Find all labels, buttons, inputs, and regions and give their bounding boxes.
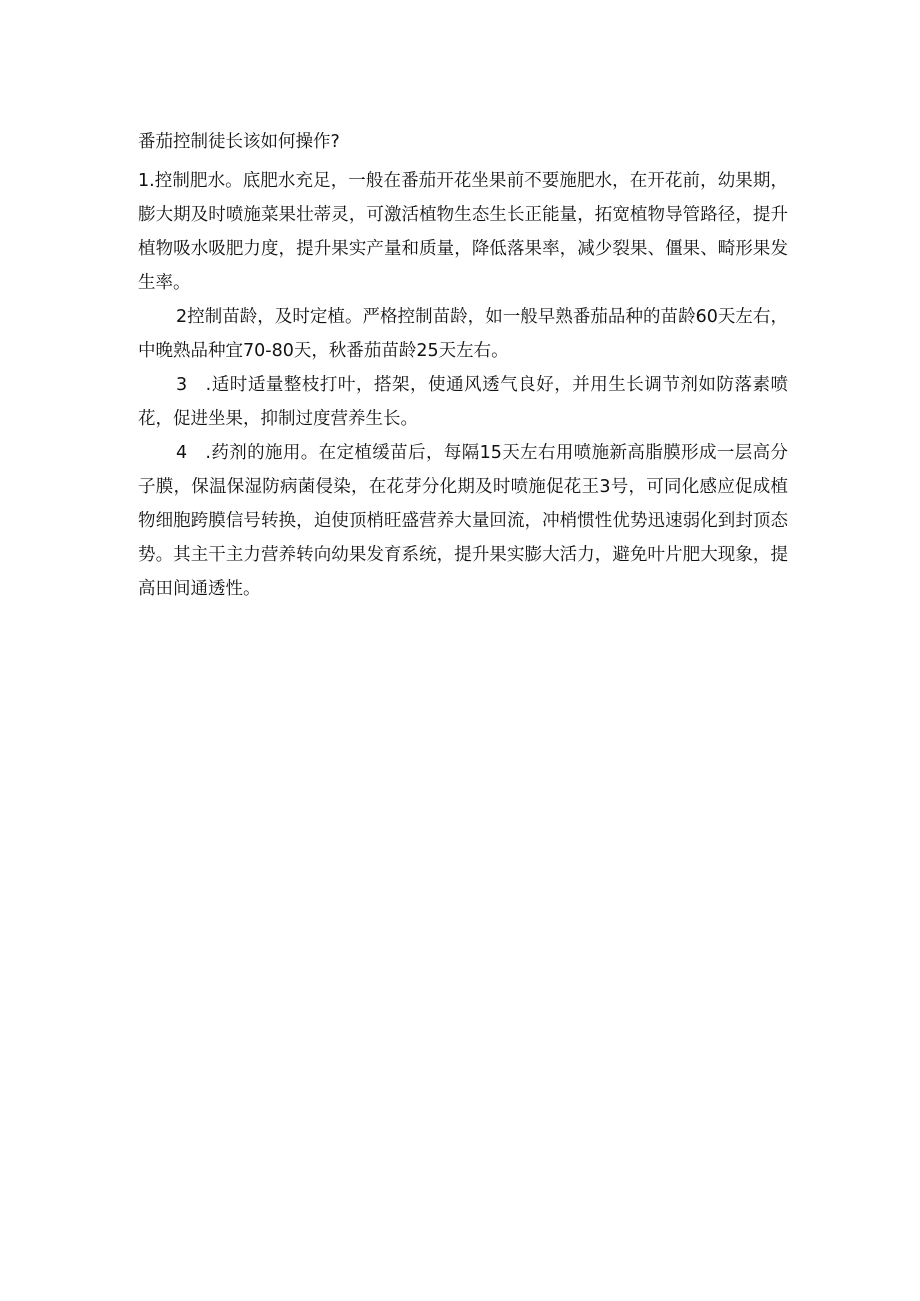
paragraph-3: 3 .适时适量整枝打叶，搭架，使通风透气良好，并用生长调节剂如防落素喷花，促进坐果，抑制过度营养生长。 [138,375,788,429]
paragraph-2: 2控制苗龄，及时定植。严格控制苗龄，如一般早熟番茄品种的苗龄60天左右，中晚熟品种宜70-80天，秋番茄苗龄25天左右。 [138,307,788,361]
paragraph-1: 1.控制肥水。底肥水充足，一般在番茄开花坐果前不要施肥水，在开花前，幼果期，膨大期及时喷施菜果壮蒂灵，可激活植物生态生长正能量，拓宽植物导管路径，提升植物吸水吸肥力度，提升果实产量和质量，降低落果率，减少裂果、僵果、畸形果发生率。 [138,171,788,293]
document-title: 番茄控制徒长该如何操作? [138,132,340,152]
document-page [138,124,788,606]
paragraph-4: 4 .药剂的施用。在定植缓苗后，每隔15天左右用喷施新高脂膜形成一层高分子膜，保温保湿防病菌侵染，在花芽分化期及时喷施促花王3号，可同化感应促成植物细胞跨膜信号转换，迫使顶梢旺盛营养大量回流，冲梢惯性优势迅速弱化到封顶态势。其主干主力营养转向幼果发育系统，提升果实膨大活力，避免叶片肥大现象，提高田间通透性。 [138,443,788,599]
